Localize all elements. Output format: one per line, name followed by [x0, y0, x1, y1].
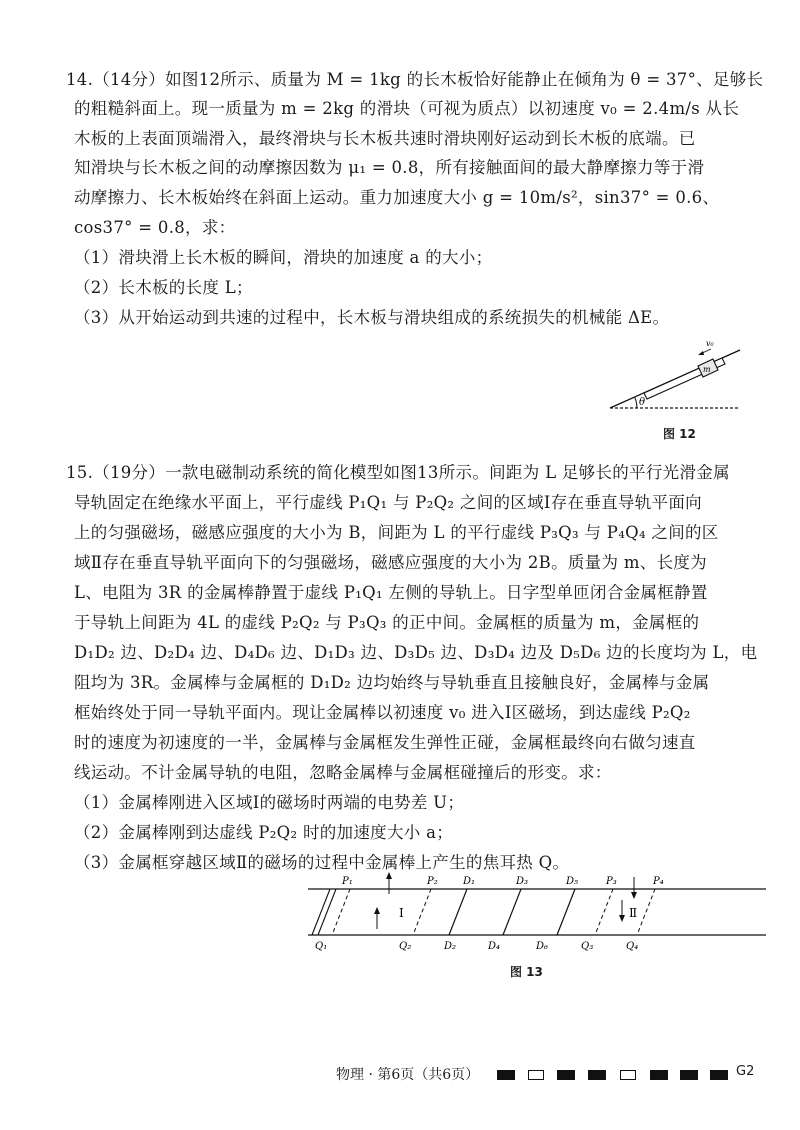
block-m-label: m	[703, 365, 711, 374]
q15-line-9: 框始终处于同一导轨平面内。现让金属棒以初速度 v₀ 进入Ⅰ区磁场，到达虚线 P₂Q₂	[74, 703, 691, 722]
label-D6: D₆	[536, 941, 549, 952]
label-Q2: Q₂	[399, 941, 412, 952]
q14-line-5: 动摩擦力、长木板始终在斜面上运动。重力加速度大小 g = 10m/s²，sin37° = 0.6、	[74, 188, 720, 207]
q15-part-2: （2）金属棒刚到达虚线 P₂Q₂ 时的加速度大小 a；	[74, 823, 454, 842]
label-D4: D₄	[488, 941, 501, 952]
page-footer	[0, 1062, 800, 1086]
label-D2: D₂	[444, 941, 457, 952]
label-D5: D₅	[566, 876, 579, 887]
registration-mark	[620, 1070, 636, 1080]
label-Q4: Q₄	[626, 941, 639, 952]
region-2-label: Ⅱ	[629, 906, 638, 920]
figure-13-rails	[300, 872, 770, 956]
q15-line-3: 上的匀强磁场，磁感应强度的大小为 B，间距为 L 的平行虚线 P₃Q₃ 与 P₄Q₄ 之间的区	[74, 523, 719, 542]
label-Q3: Q₃	[581, 941, 594, 952]
label-P2: P₂	[427, 876, 438, 887]
label-P3: P₃	[606, 876, 617, 887]
footer-page-text: 物理 · 第6页（共6页）	[336, 1067, 480, 1083]
registration-mark	[650, 1070, 668, 1080]
label-P1: P₁	[342, 876, 353, 887]
label-D3: D₃	[516, 876, 529, 887]
q15-line-4: 域Ⅱ存在垂直导轨平面向下的匀强磁场，磁感应强度的大小为 2B。质量为 m、长度为	[74, 553, 707, 572]
registration-mark	[680, 1070, 698, 1080]
label-P4: P₄	[653, 876, 664, 887]
q14-line-6: cos37° = 0.8，求：	[74, 218, 236, 237]
q15-line-11: 线运动。不计金属导轨的电阻，忽略金属棒与金属框碰撞后的形变。求：	[74, 763, 612, 782]
footer-code: G2	[736, 1064, 755, 1079]
q14-part-2: （2）长木板的长度 L；	[74, 278, 253, 297]
q15-part-3: （3）金属框穿越区域Ⅱ的磁场的过程中金属棒上产生的焦耳热 Q。	[74, 853, 570, 872]
registration-mark	[588, 1070, 606, 1080]
registration-mark	[557, 1070, 575, 1080]
q15-line-8: 阻均为 3R。金属棒与金属框的 D₁D₂ 边均始终与导轨垂直且接触良好，金属棒与金属	[74, 673, 710, 692]
registration-mark	[528, 1070, 544, 1080]
label-Q1: Q₁	[315, 941, 328, 952]
q15-line-1: 15.（19分）一款电磁制动系统的简化模型如图13所示。间距为 L 足够长的平行光滑金属	[66, 463, 730, 482]
q15-line-5: L、电阻为 3R 的金属棒静置于虚线 P₁Q₁ 左侧的导轨上。日字型单匝闭合金属框静置	[74, 583, 708, 602]
registration-mark	[710, 1070, 728, 1080]
theta-label: θ	[639, 397, 646, 408]
q15-line-6: 于导轨上间距为 4L 的虚线 P₂Q₂ 与 P₃Q₃ 的正中间。金属框的质量为 m，金属框的	[74, 613, 700, 632]
q14-part-1: （1）滑块滑上长木板的瞬间，滑块的加速度 a 的大小；	[74, 248, 493, 267]
q14-line-3: 木板的上表面顶端滑入，最终滑块与长木板共速时滑块刚好运动到长木板的底端。已	[74, 129, 696, 148]
registration-mark	[497, 1070, 515, 1080]
q15-line-10: 时的速度为初速度的一半，金属棒与金属框发生弹性正碰，金属框最终向右做匀速直	[74, 733, 696, 752]
v0-label: v₀	[706, 339, 714, 348]
q14-line-1: 14.（14分）如图12所示、质量为 M = 1kg 的长木板恰好能静止在倾角为 θ = 37°、足够长	[66, 70, 764, 89]
figure-12-caption: 图 12	[663, 427, 696, 441]
label-D1: D₁	[463, 876, 476, 887]
q15-line-2: 导轨固定在绝缘水平面上，平行虚线 P₁Q₁ 与 P₂Q₂ 之间的区域Ⅰ存在垂直导轨平面向	[74, 493, 702, 512]
figure-12-incline	[600, 328, 750, 420]
region-1-label: Ⅰ	[399, 906, 404, 920]
q14-line-2: 的粗糙斜面上。现一质量为 m = 2kg 的滑块（可视为质点）以初速度 v₀ = 2.4m/s 从长	[74, 99, 740, 118]
q14-line-4: 知滑块与长木板之间的动摩擦因数为 μ₁ = 0.8，所有接触面间的最大静摩擦力等于滑	[74, 158, 705, 177]
q15-part-1: （1）金属棒刚进入区域Ⅰ的磁场时两端的电势差 U；	[74, 793, 465, 812]
figure-13-caption: 图 13	[510, 965, 543, 979]
q14-part-3: （3）从开始运动到共速的过程中，长木板与滑块组成的系统损失的机械能 ΔE。	[74, 308, 670, 327]
q15-line-7: D₁D₂ 边、D₂D₄ 边、D₄D₆ 边、D₁D₃ 边、D₃D₅ 边、D₃D₄ 边及 D₅D₆ 边的长度均为 L，电	[74, 643, 758, 662]
